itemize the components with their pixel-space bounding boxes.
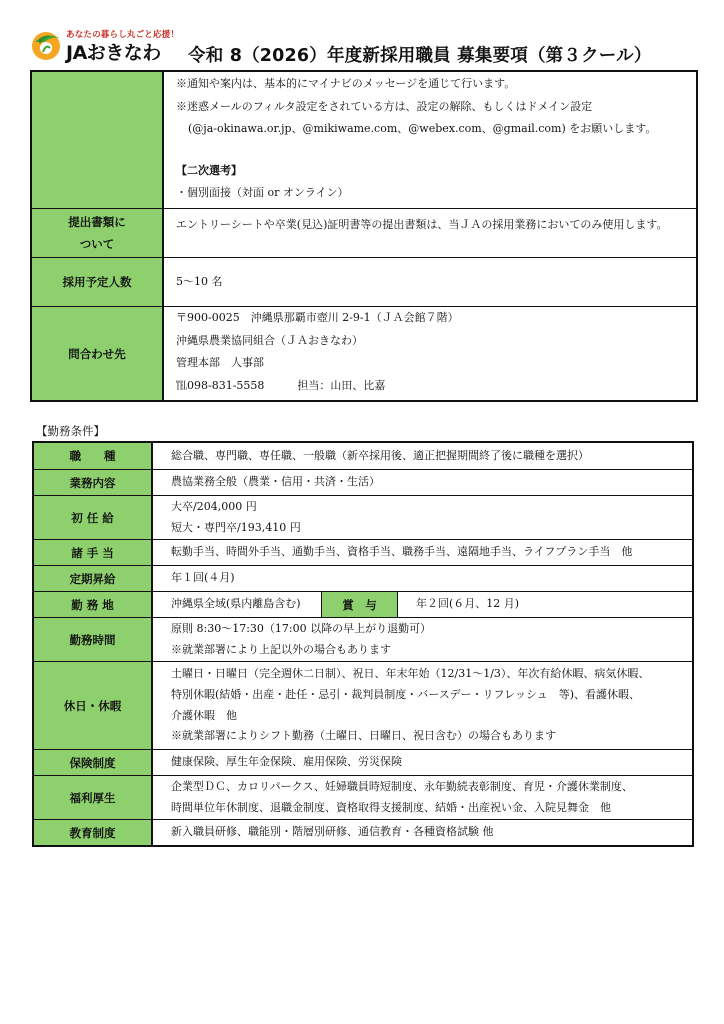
contact-org: 沖縄県農業協同組合（ＪＡおきなわ） <box>176 333 363 347</box>
condition-label: 初 任 給 <box>34 496 153 539</box>
condition-line: 年１回(４月) <box>171 571 235 585</box>
second-selection-item: ・個別面接（対面 or オンライン） <box>176 186 349 199</box>
condition-label: 休日・休暇 <box>34 662 153 749</box>
condition-label: 保険制度 <box>34 750 153 775</box>
condition-line: 土曜日・日曜日（完全週休二日制）、祝日、年末年始（12/31～1/3）、年次有給休暇、病気休暇、 <box>171 667 650 681</box>
notice-line: ※通知や案内は、基本的にマイナビのメッセージを通じて行います。 <box>176 77 516 90</box>
bonus-value: 年２回(６月、12 月) <box>416 597 520 611</box>
condition-line: 介護休暇 他 <box>171 708 237 722</box>
condition-row-raise <box>34 565 692 591</box>
notice-domain-line: (@ja-okinawa.or.jp、@mikiwame.com、@webex.com、@gmail.com) をお願いします。 <box>188 122 657 135</box>
logo-tagline: あなたの暮らし丸ごと応援！ <box>66 30 180 40</box>
condition-label: 業務内容 <box>34 470 153 495</box>
condition-label: 諸 手 当 <box>34 540 153 565</box>
contact-dept: 管理本部 人事部 <box>176 356 264 369</box>
condition-row-education <box>34 819 692 845</box>
condition-row-welfare <box>34 775 692 819</box>
condition-row-allowances <box>34 539 692 565</box>
documents-label <box>32 209 164 257</box>
hiring-count-row <box>32 257 696 306</box>
condition-row-duties <box>34 469 692 495</box>
contact-row <box>32 306 696 400</box>
documents-label-line1: 提出書類に <box>68 215 126 229</box>
condition-line: ※就業部署によりシフト勤務（土曜日、日曜日、祝日含む）の場合もあります <box>171 729 556 743</box>
condition-line: 大卒/204,000 円 <box>171 499 257 513</box>
contact-address: 〒900-0025 沖縄県那覇市壺川 2-9-1（ＪＡ会館７階） <box>176 311 459 324</box>
conditions-table <box>32 441 694 847</box>
condition-line: 企業型ＤＣ、カロリパークス、妊婦職員時短制度、永年勤続表彰制度、育児・介護休業制度、 <box>171 779 633 793</box>
notice-row <box>32 72 696 208</box>
bonus-label: 賞 与 <box>322 592 398 617</box>
second-selection-heading: 【二次選考】 <box>176 163 242 177</box>
condition-line: 転勤手当、時間外手当、通勤手当、資格手当、職務手当、遠隔地手当、ライフプラン手当 他 <box>171 545 633 559</box>
condition-label: 勤 務 地 <box>34 592 153 617</box>
conditions-section-label: 【勤務条件】 <box>36 424 105 438</box>
notice-label-cell <box>32 72 164 208</box>
contact-content <box>164 307 696 400</box>
documents-text: エントリーシートや卒業(見込)証明書等の提出書類は、当ＪＡの採用業務においてのみ使用します。 <box>176 218 668 231</box>
location-value: 沖縄県全域(県内離島含む) <box>153 592 322 617</box>
condition-row-holidays <box>34 661 692 749</box>
condition-line: 新入職員研修、職能別・階層別研修、通信教育・各種資格試験 他 <box>171 825 494 839</box>
recruitment-info-table <box>30 70 698 402</box>
condition-line: 農協業務全般（農業・信用・共済・生活） <box>171 475 380 489</box>
notice-line: ※迷惑メールのフィルタ設定をされている方は、設定の解除、もしくはドメイン設定 <box>176 99 593 113</box>
condition-line: 特別休暇(結婚・出産・赴任・忌引・裁判員制度・バースデー・リフレッシュ 等)、看護休暇、 <box>171 687 641 701</box>
condition-label: 福利厚生 <box>34 776 153 819</box>
contact-label: 問合わせ先 <box>32 307 164 400</box>
condition-line: 原則 8:30～17:30（17:00 以降の早上がり退勤可） <box>171 621 432 635</box>
condition-line: ※就業部署により上記以外の場合もあります <box>171 642 391 656</box>
condition-label: 定期昇給 <box>34 566 153 591</box>
condition-row-insurance <box>34 749 692 775</box>
logo-name: JAおきなわ <box>66 42 161 64</box>
hiring-count-label: 採用予定人数 <box>32 258 164 306</box>
condition-line: 時間単位年休制度、退職金制度、資格取得支援制度、結婚・出産祝い金、入院見舞金 他 <box>171 800 611 814</box>
documents-label-line2: ついて <box>79 237 115 251</box>
condition-line: 総合職、専門職、専任職、一般職（新卒採用後、適正把握期間終了後に職種を選択） <box>171 448 589 462</box>
documents-row <box>32 208 696 257</box>
condition-row-location <box>34 591 692 617</box>
condition-line: 健康保険、厚生年金保険、雇用保険、労災保険 <box>171 755 402 769</box>
ja-logo-icon <box>30 28 66 62</box>
condition-label: 教育制度 <box>34 820 153 845</box>
blank-line <box>176 141 688 160</box>
condition-row-hours <box>34 617 692 661</box>
contact-phone: ℡098-831-5558 担当：山田、比嘉 <box>176 378 386 392</box>
hiring-count-value: 5～10 名 <box>176 274 223 288</box>
ja-okinawa-logo <box>30 26 180 66</box>
condition-row-starting-salary <box>34 495 692 539</box>
condition-label: 職 種 <box>34 443 153 469</box>
notice-content <box>164 72 696 208</box>
condition-line: 短大・専門卒/193,410 円 <box>171 520 301 534</box>
page-title: 令和 8（2026）年度新採用職員 募集要項（第３クール） <box>188 46 652 66</box>
condition-row-job-type <box>34 443 692 469</box>
condition-label: 勤務時間 <box>34 618 153 661</box>
